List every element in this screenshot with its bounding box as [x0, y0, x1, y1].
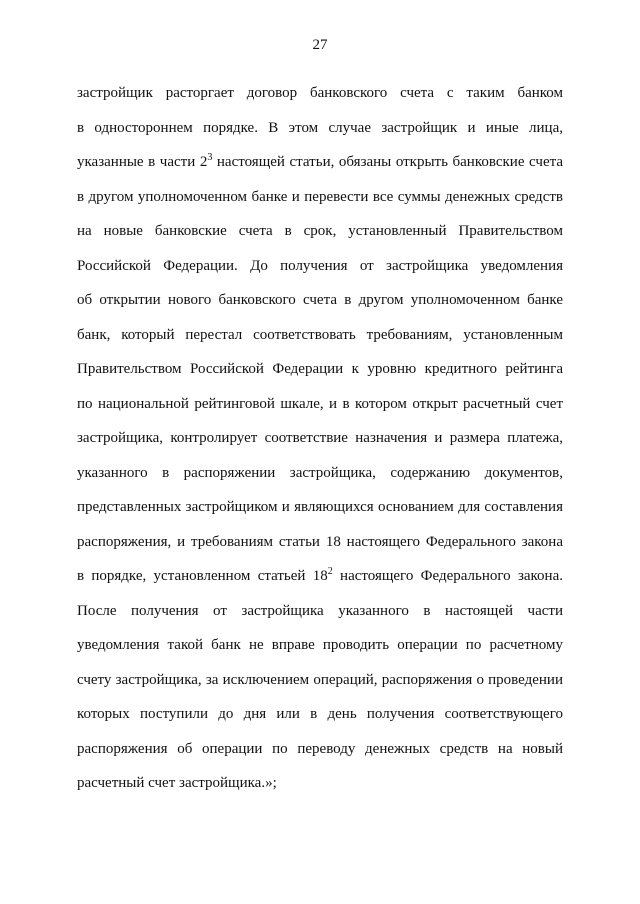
text-line: в одностороннем порядке. В этом случае застройщик и иные лица, — [77, 119, 563, 136]
text-fragment: настоящего Федерального закона. — [332, 568, 563, 584]
text-line: Российской Федерации. До получения от застройщика уведомления — [77, 257, 563, 274]
text-line: застройщика, контролирует соответствие назначения и размера платежа, — [77, 430, 563, 446]
text-line: в другом уполномоченном банке и перевести все суммы денежных средств — [77, 188, 563, 205]
body-text — [77, 76, 563, 801]
text-line: указанного в распоряжении застройщика, содержанию документов, — [77, 464, 563, 481]
page-number: 27 — [312, 37, 328, 53]
text-line: Правительством Российской Федерации к уровню кредитного рейтинга — [77, 361, 563, 377]
text-fragment: в порядке, установленном статьей 18 — [77, 568, 328, 584]
text-fragment: указанные в части 2 — [77, 154, 208, 170]
text-line: распоряжения об операции по переводу денежных средств на новый — [77, 740, 563, 757]
text-line: После получения от застройщика указанного в настоящей части — [77, 602, 563, 619]
text-line: счету застройщика, за исключением операций, распоряжения о проведении — [77, 671, 563, 688]
superscript: 2 — [327, 566, 333, 577]
text-line: об открытии нового банковского счета в другом уполномоченном банке — [77, 292, 563, 308]
text-line: которых поступили до дня или в день получения соответствующего — [77, 706, 563, 722]
text-line: банк, который перестал соответствовать требованиям, установленным — [77, 326, 563, 343]
text-line: расчетный счет застройщика.»; — [77, 775, 277, 791]
text-line: по национальной рейтинговой шкале, и в котором открыт расчетный счет — [77, 395, 563, 412]
superscript: 3 — [207, 152, 213, 163]
text-line: уведомления такой банк не вправе проводить операции по расчетному — [77, 637, 563, 653]
text-fragment: настоящей статьи, обязаны открыть банковские счета — [212, 154, 564, 170]
text-line: распоряжения, и требованиям статьи 18 настоящего Федерального закона — [77, 533, 563, 550]
text-line — [77, 145, 563, 180]
text-line: на новые банковские счета в срок, установленный Правительством — [77, 223, 563, 239]
text-line — [77, 559, 563, 594]
text-line: застройщик расторгает договор банковского счета с таким банком — [77, 85, 563, 101]
text-line: представленных застройщиком и являющихся основанием для составления — [77, 499, 563, 515]
